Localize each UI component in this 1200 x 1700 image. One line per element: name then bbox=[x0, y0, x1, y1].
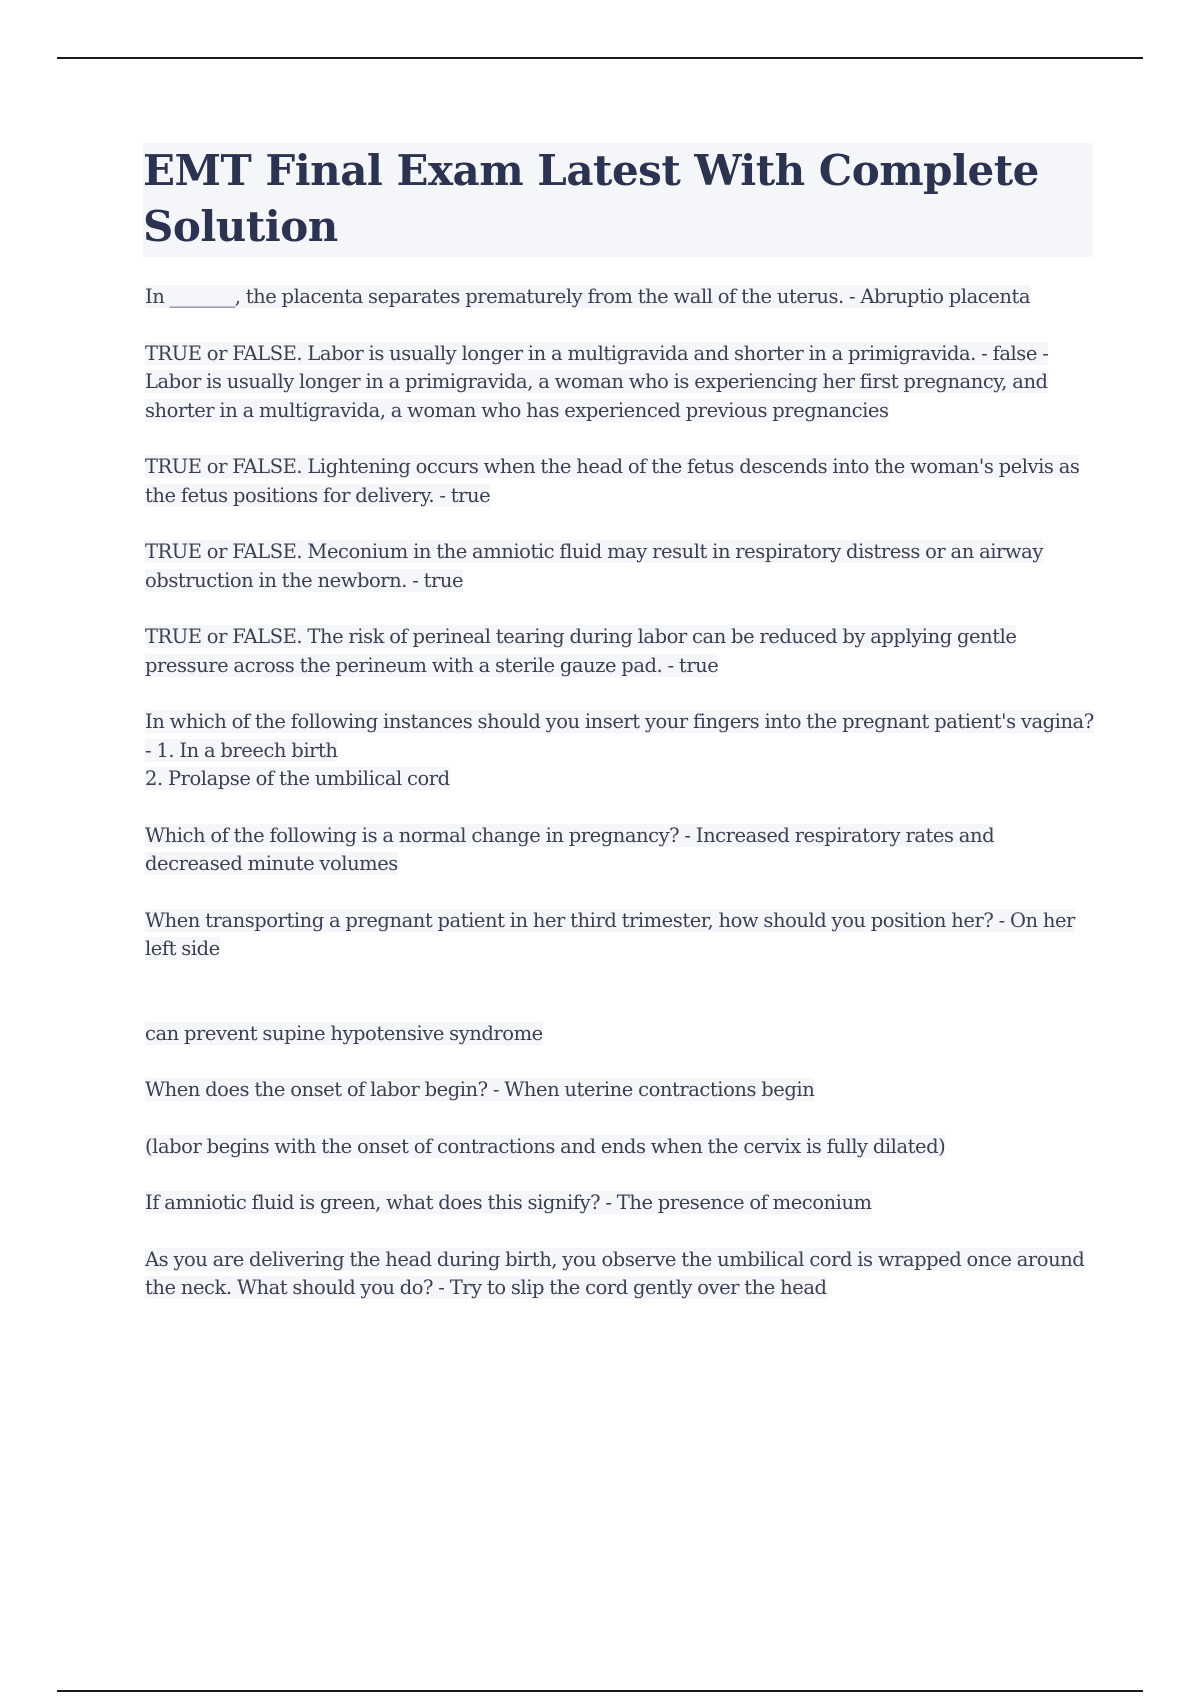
qa-text: (labor begins with the onset of contractions and ends when the cervix is fully dilated) bbox=[145, 1134, 946, 1158]
title-box bbox=[143, 143, 1093, 257]
qa-text: can prevent supine hypotensive syndrome bbox=[145, 1021, 543, 1045]
qa-entry-7 bbox=[145, 822, 1095, 879]
qa-text: When does the onset of labor begin? - When uterine contractions begin bbox=[145, 1078, 815, 1101]
qa-text: As you are delivering the head during birth, you observe the umbilical cord is wrapped once around the neck. What should you do? - Try to slip the cord gently over the head bbox=[145, 1247, 1085, 1299]
bottom-rule bbox=[57, 1690, 1143, 1692]
qa-entry-5 bbox=[145, 623, 1095, 680]
qa-entry-1 bbox=[145, 283, 1095, 312]
qa-entry-9 bbox=[145, 1020, 1095, 1049]
qa-entry-3 bbox=[145, 453, 1095, 510]
qa-text: In _______, the placenta separates prematurely from the wall of the uterus. - Abruptio placenta bbox=[145, 285, 1031, 308]
qa-entry-10 bbox=[145, 1076, 1095, 1105]
top-rule bbox=[57, 57, 1143, 59]
qa-text: Which of the following is a normal change in pregnancy? - Increased respiratory rates and decreased minute volumes bbox=[145, 823, 995, 875]
qa-entry-2 bbox=[145, 340, 1095, 426]
qa-entry-6 bbox=[145, 708, 1095, 794]
qa-entry-12 bbox=[145, 1189, 1095, 1218]
qa-entry-4 bbox=[145, 538, 1095, 595]
document-title: EMT Final Exam Latest With Complete Solution bbox=[143, 146, 1039, 251]
document-body bbox=[145, 283, 1095, 1331]
qa-text: TRUE or FALSE. Labor is usually longer in a multigravida and shorter in a primigravida. - false - Labor is usually longer in a primigravida, a woman who is experiencing her first pregnancy, and shorter in a multigravida, a woman who has experienced previous pregnancies bbox=[145, 341, 1049, 422]
qa-text: TRUE or FALSE. Meconium in the amniotic fluid may result in respiratory distress or an airway obstruction in the newborn. - true bbox=[145, 540, 1043, 592]
qa-text: If amniotic fluid is green, what does this signify? - The presence of meconium bbox=[145, 1191, 872, 1214]
qa-entry-8 bbox=[145, 907, 1095, 964]
qa-entry-11 bbox=[145, 1133, 1095, 1162]
qa-text: TRUE or FALSE. Lightening occurs when the head of the fetus descends into the woman's pelvis as the fetus positions for delivery. - true bbox=[145, 455, 1080, 507]
qa-entry-13 bbox=[145, 1246, 1095, 1303]
qa-text: TRUE or FALSE. The risk of perineal tearing during labor can be reduced by applying gentle pressure across the perineum with a sterile gauze pad. - true bbox=[145, 625, 1017, 677]
qa-text: When transporting a pregnant patient in her third trimester, how should you position her? - On her left side bbox=[145, 908, 1075, 960]
qa-text: In which of the following instances should you insert your fingers into the pregnant patient's vagina? - 1. In a breech birth bbox=[145, 710, 1094, 762]
qa-text-line-2: 2. Prolapse of the umbilical cord bbox=[145, 767, 450, 790]
